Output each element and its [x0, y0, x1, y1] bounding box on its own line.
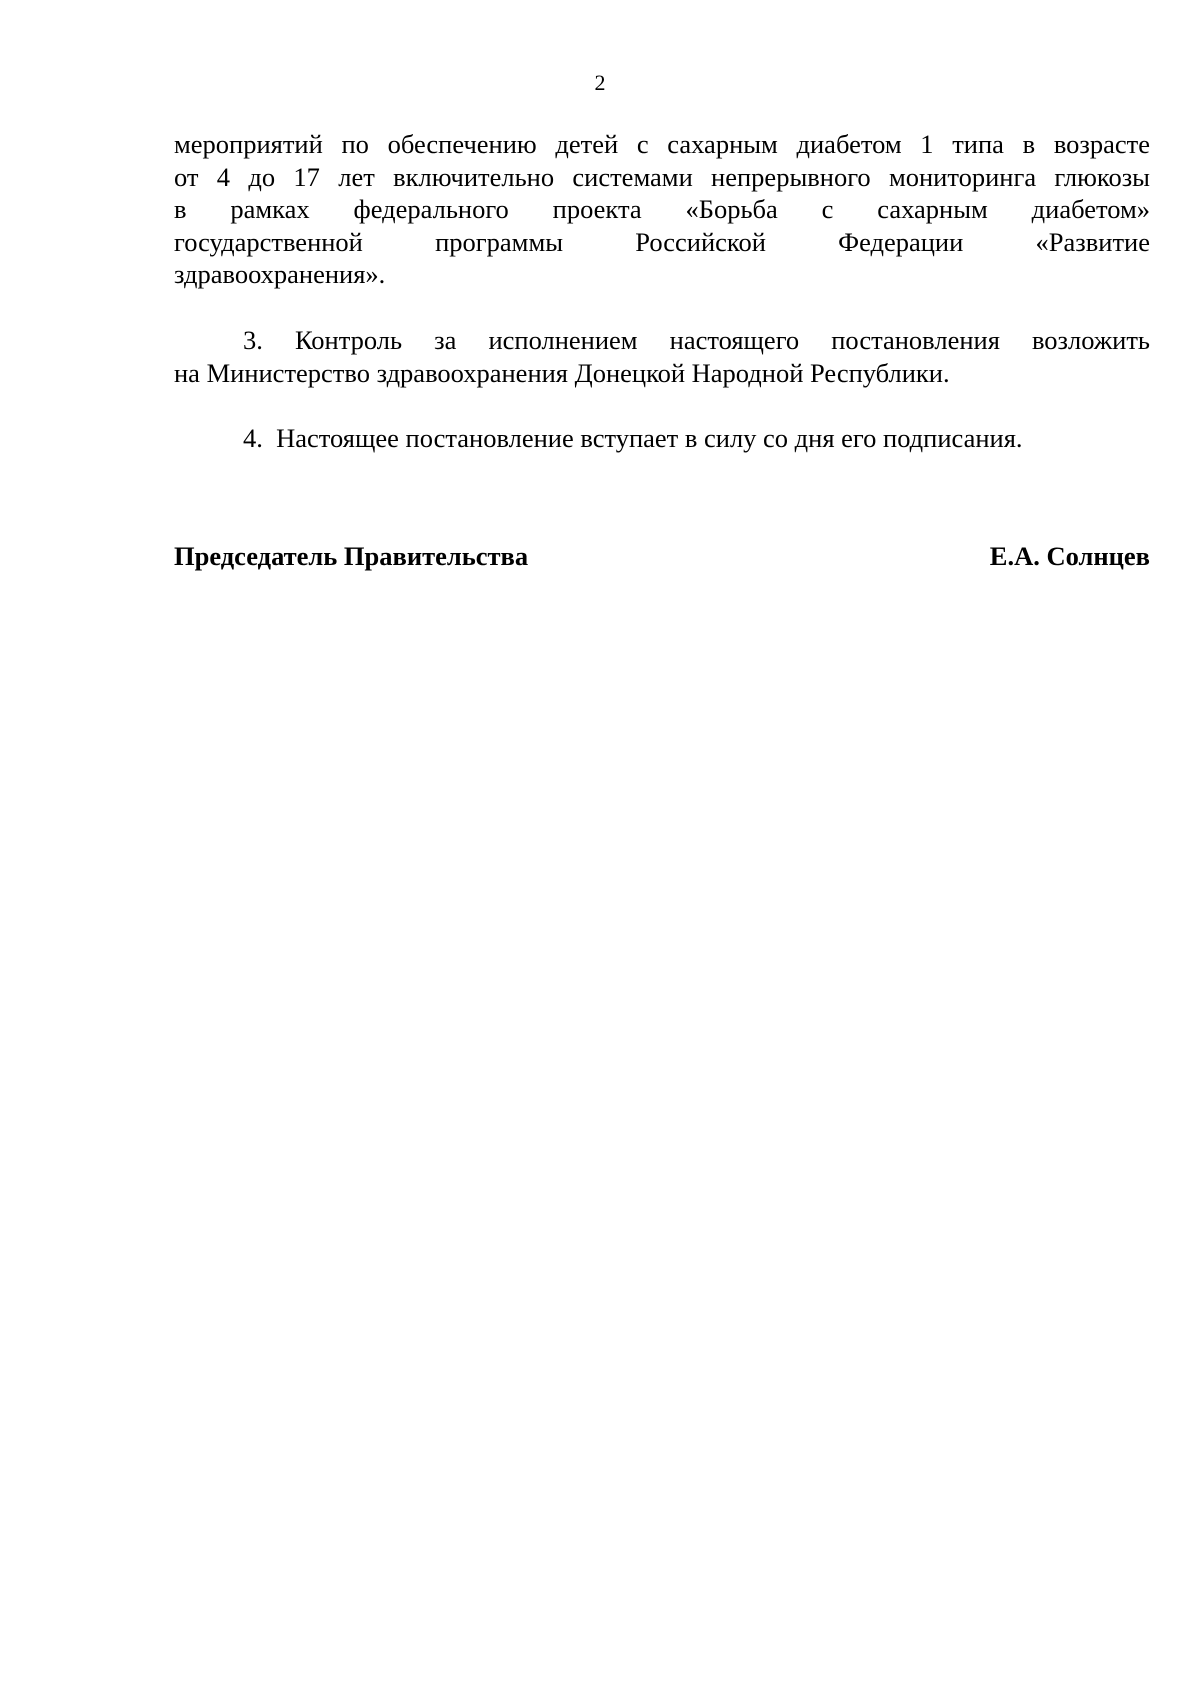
paragraph-line: 4. Настоящее постановление вступает в силу со дня его подписания.: [243, 423, 1023, 453]
signatory-name: Е.А. Солнцев: [989, 541, 1150, 571]
signature-block: [174, 538, 1150, 574]
paragraph-3: [174, 324, 1150, 389]
paragraph-4: [174, 422, 1150, 455]
signatory-title: Председатель Правительства: [174, 541, 529, 571]
page-number: 2: [594, 70, 606, 95]
paragraph-line: в рамках федерального проекта «Борьба с сахарным диабетом»: [174, 194, 1150, 224]
paragraph-line: здравоохранения».: [174, 259, 386, 289]
paragraph-continued: [174, 128, 1150, 291]
paragraph-line: 3. Контроль за исполнением настоящего постановления возложить: [243, 325, 1150, 355]
paragraph-line: на Министерство здравоохранения Донецкой Народной Республики.: [174, 357, 950, 388]
paragraph-line: государственной программы Российской Федерации «Развитие: [174, 226, 1150, 257]
paragraph-line: мероприятий по обеспечению детей с сахарным диабетом 1 типа в возрасте: [174, 129, 1150, 159]
paragraph-line: от 4 до 17 лет включительно системами непрерывного мониторинга глюкозы: [174, 161, 1150, 192]
